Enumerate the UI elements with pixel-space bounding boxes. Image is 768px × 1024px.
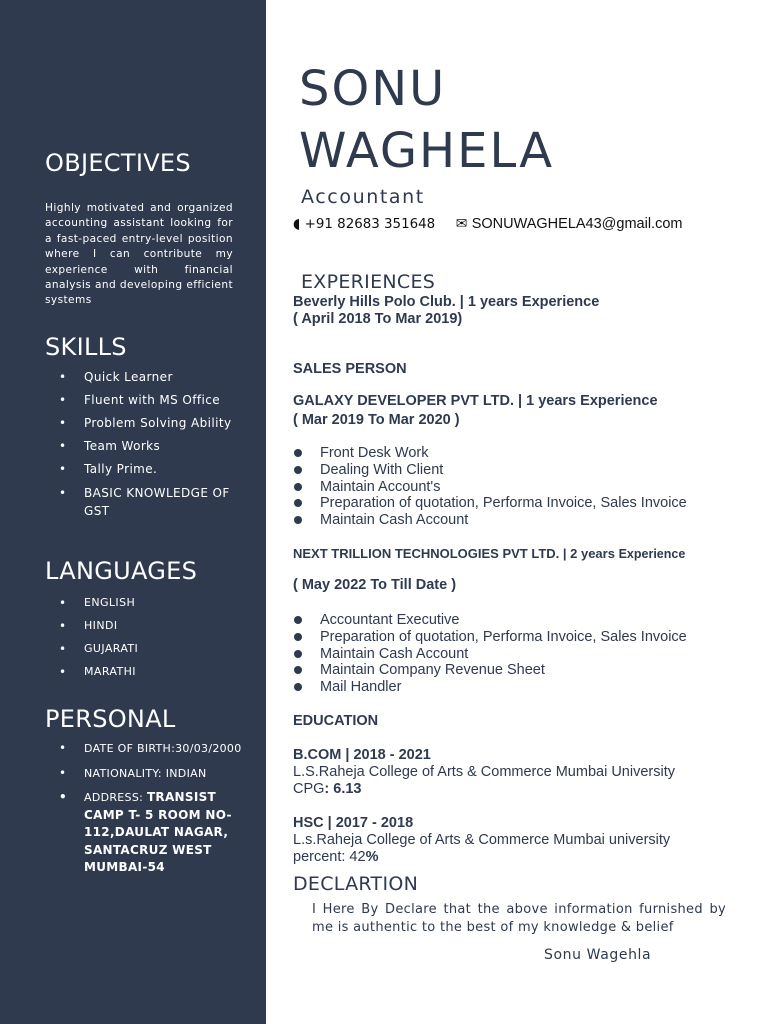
experiences-heading: EXPERIENCES — [301, 271, 436, 293]
job2-period: ( Mar 2019 To Mar 2020 ) — [293, 412, 460, 428]
job1-title: Beverly Hills Polo Club. | 1 years Experience — [293, 294, 600, 310]
duty-item: Dealing With Client — [293, 462, 687, 479]
degree1-title: B.COM | 2018 - 2021 — [293, 747, 431, 763]
skills-heading: SKILLS — [45, 333, 127, 361]
envelope-icon: ✉ — [455, 216, 468, 232]
dob-item: • DATE OF BIRTH:30/03/2000 — [45, 740, 245, 758]
job-role: Accountant — [301, 186, 425, 208]
job3-title-main: NEXT TRILLION TECHNOLOGIES PVT LTD. | 2 years — [293, 546, 615, 561]
job2-title: GALAXY DEVELOPER PVT LTD. | 1 years Experience — [293, 393, 658, 409]
contact-line — [293, 216, 682, 232]
declaration-heading: DECLARTION — [293, 873, 419, 895]
language-item: • HINDI — [45, 618, 245, 641]
last-name: WAGHELA — [299, 123, 555, 179]
skill-item: • Fluent with MS Office — [45, 392, 245, 415]
address-label: ADDRESS: — [84, 791, 147, 804]
email-address[interactable]: SONUWAGHELA43@gmail.com — [471, 216, 683, 232]
duty-item: Accountant Executive — [293, 612, 687, 629]
language-item: • ENGLISH — [45, 595, 245, 618]
language-item: • MARATHI — [45, 664, 245, 687]
declaration-text: I Here By Declare that the above information furnished by me is authentic to the best of my knowledge & belief — [312, 902, 726, 935]
address-item — [45, 789, 245, 877]
degree1-score — [293, 781, 362, 797]
job2-duties — [293, 445, 687, 529]
degree2-title: HSC | 2017 - 2018 — [293, 815, 414, 831]
skill-item: • Tally Prime. — [45, 461, 245, 484]
degree2-score-value: % — [365, 849, 379, 865]
duty-item: Maintain Cash Account — [293, 646, 687, 663]
job3-duties — [293, 612, 687, 696]
skills-list — [45, 369, 245, 524]
sidebar — [0, 0, 266, 1024]
education-heading: EDUCATION — [293, 713, 379, 729]
personal-list — [45, 740, 245, 884]
degree1-score-value: : 6.13 — [324, 781, 362, 797]
duty-item: Front Desk Work — [293, 445, 687, 462]
duty-item: Preparation of quotation, Performa Invoice, Sales Invoice — [293, 495, 687, 512]
skill-item: • Problem Solving Ability — [45, 415, 245, 438]
job1-position: SALES PERSON — [293, 361, 407, 377]
candidate-name — [299, 58, 554, 182]
phone-number[interactable]: +91 82683 351648 — [304, 217, 436, 232]
skill-item: • Quick Learner — [45, 369, 245, 392]
duty-item: Mail Handler — [293, 679, 687, 696]
languages-heading: LANGUAGES — [45, 557, 198, 585]
duty-item: Maintain Account's — [293, 479, 687, 496]
job3-title-tail: Experience — [618, 547, 686, 561]
phone-icon: ◖ — [293, 216, 301, 232]
first-name: SONU — [299, 61, 447, 117]
job1-period: ( April 2018 To Mar 2019) — [293, 311, 463, 327]
degree1-college: L.S.Raheja College of Arts & Commerce Mumbai University — [293, 764, 675, 780]
skill-item: • BASIC KNOWLEDGE OF GST — [45, 484, 245, 524]
job3-title — [293, 546, 685, 561]
objectives-text: Highly motivated and organized accounting assistant looking for a fast-paced entry-level position where I can contribute my experience with financial analysis and developing efficient systems — [45, 202, 233, 307]
degree2-score — [293, 849, 378, 865]
personal-heading: PERSONAL — [45, 705, 176, 733]
degree2-score-label: percent: 42 — [293, 849, 366, 865]
job3-period: ( May 2022 To Till Date ) — [293, 577, 457, 593]
languages-list — [45, 595, 245, 687]
nationality-item: • NATIONALITY: INDIAN — [45, 765, 245, 783]
duty-item: Maintain Cash Account — [293, 512, 687, 529]
objectives-heading: OBJECTIVES — [45, 149, 191, 177]
degree1-score-label: CPG — [293, 781, 325, 797]
main-content — [266, 0, 768, 1024]
skill-item: • Team Works — [45, 438, 245, 461]
language-item: • GUJARATI — [45, 641, 245, 664]
duty-item: Maintain Company Revenue Sheet — [293, 662, 687, 679]
duty-item: Preparation of quotation, Performa Invoice, Sales Invoice — [293, 629, 687, 646]
degree2-college: L.s.Raheja College of Arts & Commerce Mumbai university — [293, 832, 671, 848]
signature-name: Sonu Wagehla — [544, 947, 652, 963]
address-value: TRANSIST CAMP T- 5 ROOM NO-112,DAULAT NAGAR, SANTACRUZ WEST MUMBAI-54 — [84, 790, 232, 874]
